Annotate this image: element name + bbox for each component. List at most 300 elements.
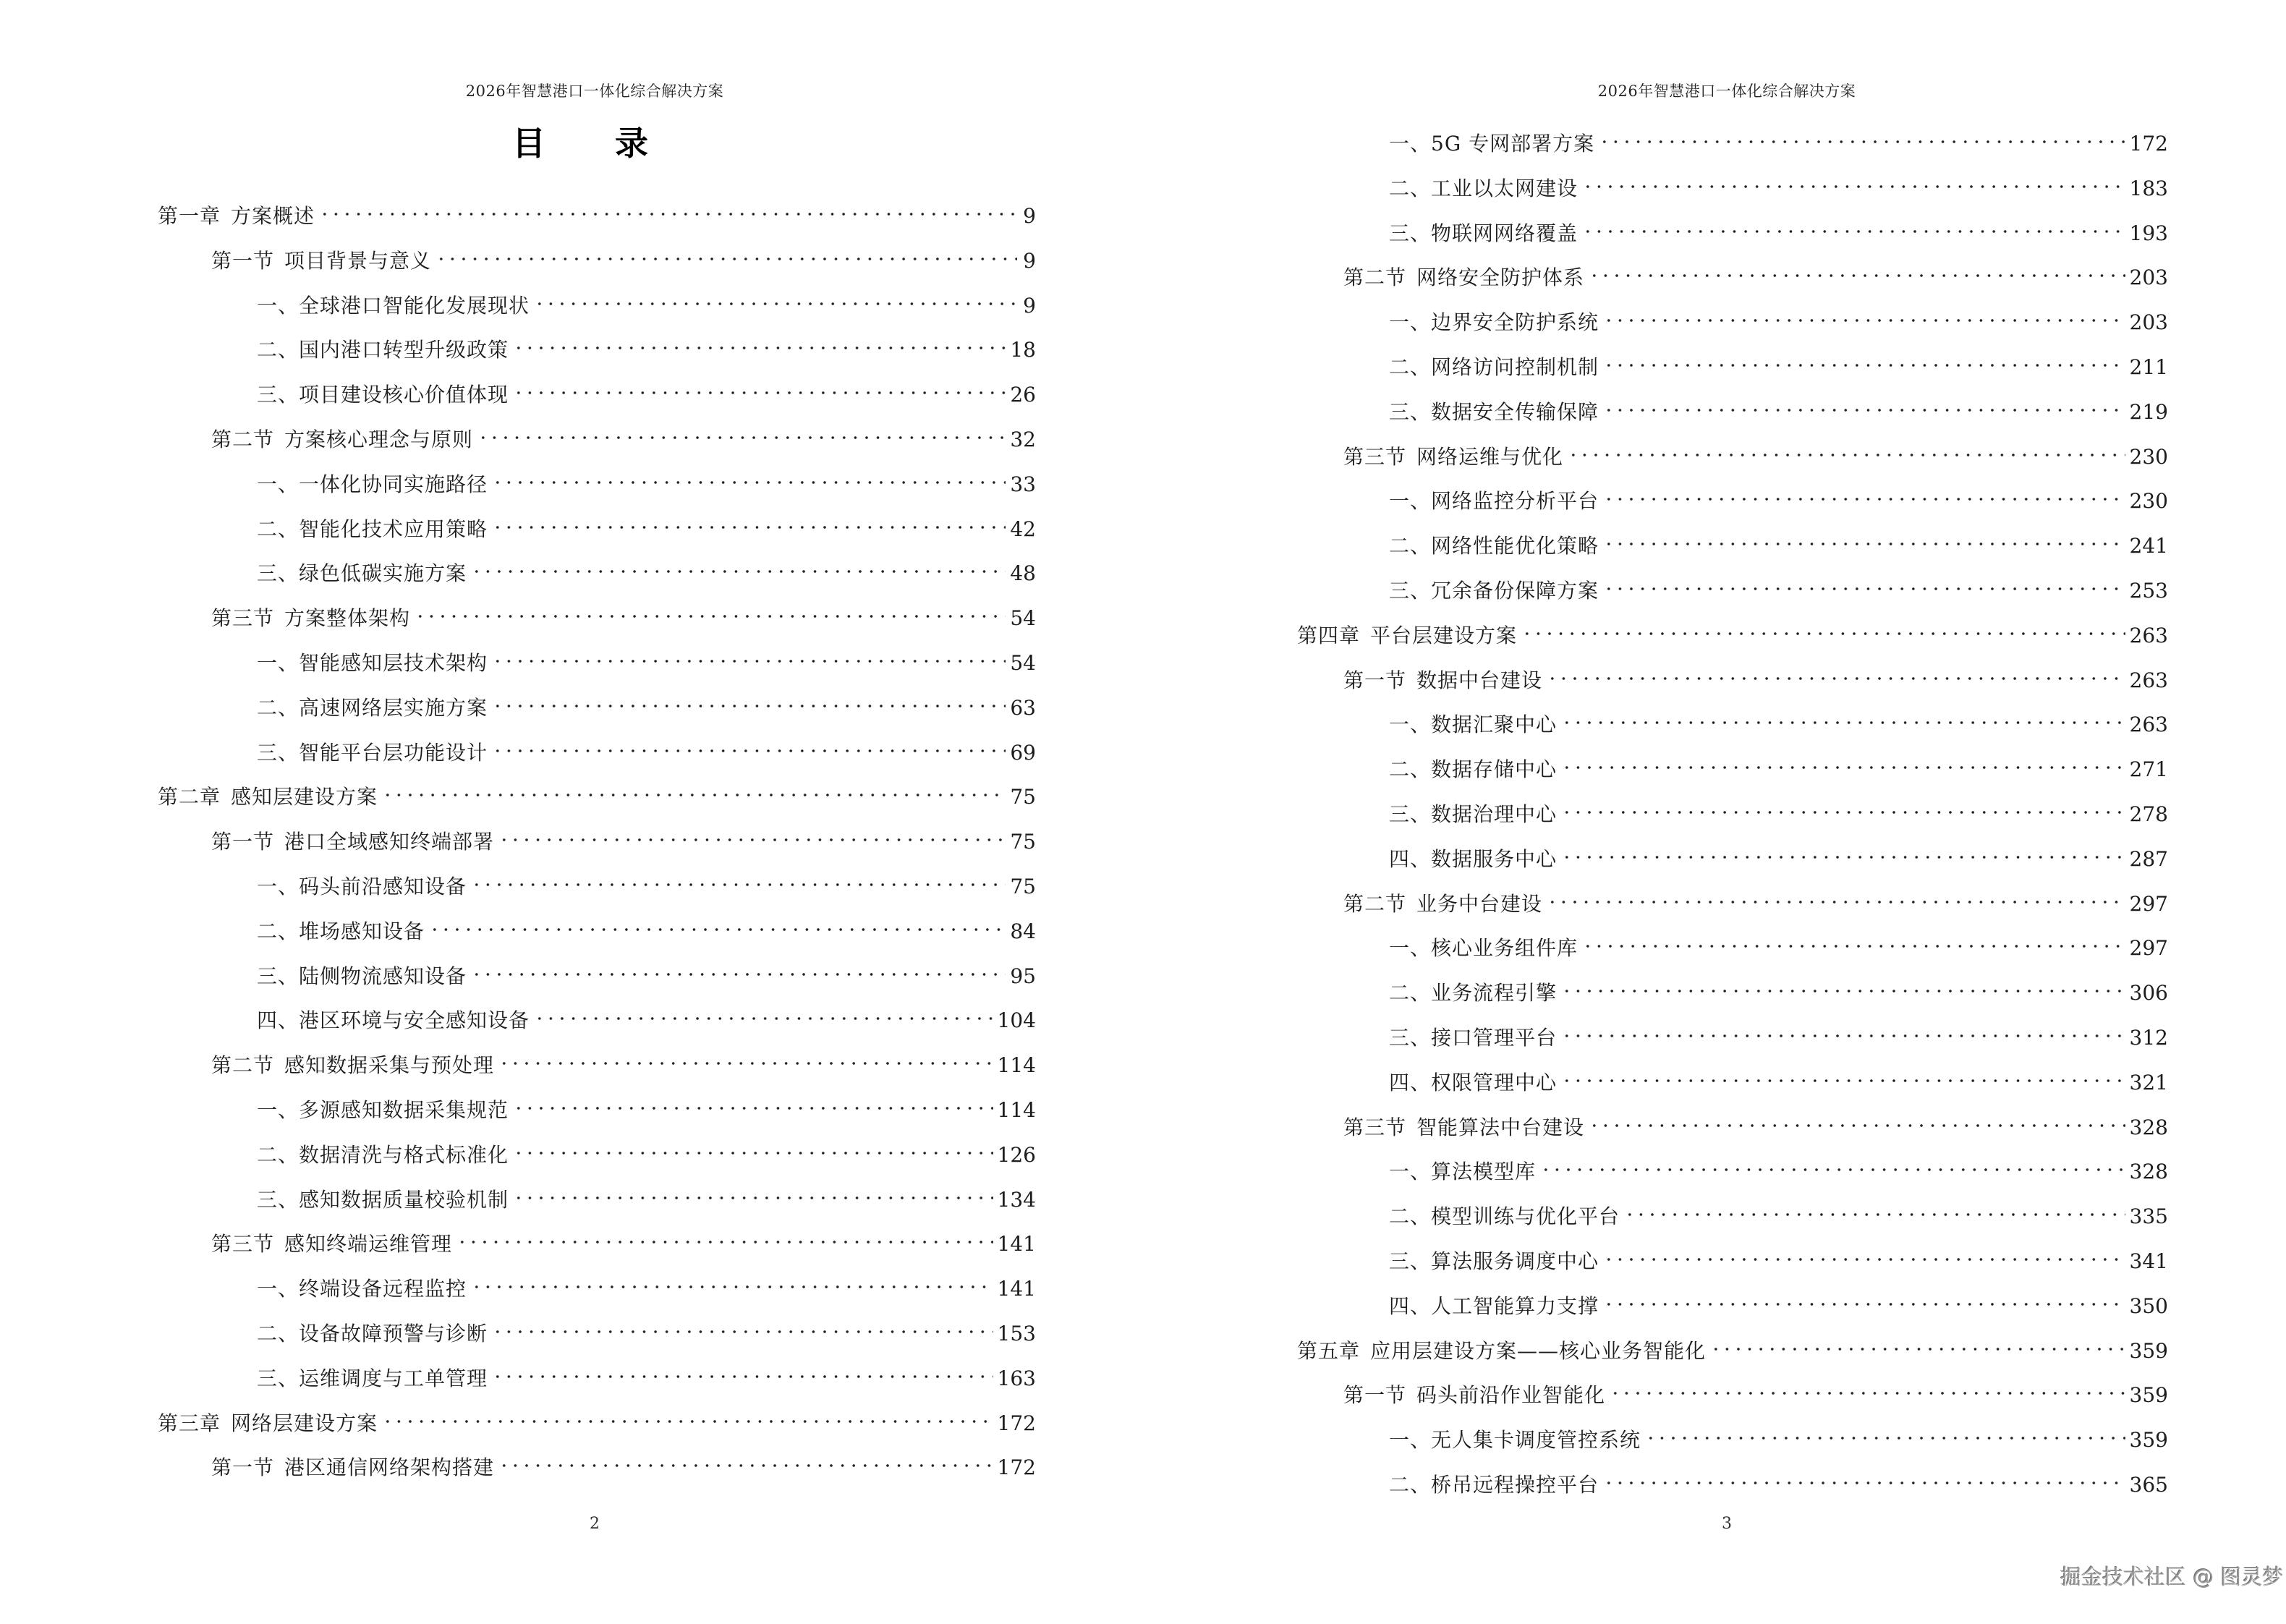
toc-entry-page: 75	[1010, 874, 1036, 898]
toc-entry-page: 297	[2129, 891, 2168, 916]
toc-entry-label	[1389, 799, 1557, 830]
toc-subsection-entry[interactable]	[1132, 1461, 2168, 1506]
toc-entry-page: 75	[1010, 785, 1036, 809]
toc-entry-title: 设备故障预警与诊断	[299, 1321, 488, 1345]
toc-entry-title: 物联网网络覆盖	[1431, 221, 1578, 245]
toc-subsection-entry[interactable]	[1132, 746, 2168, 791]
toc-entry-number: 二、	[257, 695, 299, 720]
toc-entry-page: 219	[2129, 399, 2168, 424]
toc-entry-page: 114	[997, 1097, 1036, 1122]
toc-entry-number: 第一节	[211, 1455, 275, 1480]
toc-entry-label	[211, 1229, 452, 1259]
toc-entry-page: 141	[997, 1232, 1036, 1257]
dot-leader	[1603, 1238, 2125, 1268]
watermark: 掘金技术社区 @ 图灵梦	[2060, 1565, 2284, 1589]
toc-entry-label	[1389, 1157, 1536, 1187]
toc-entry-title: 应用层建设方案——核心业务智能化	[1370, 1338, 1707, 1363]
dot-leader	[1589, 1104, 2125, 1134]
toc-section-entry[interactable]	[1132, 657, 2168, 702]
toc-entry-number: 三、	[257, 740, 299, 765]
toc-entry-number: 一、	[1389, 936, 1432, 961]
toc-entry-page: 359	[2129, 1383, 2168, 1408]
toc-entry-page: 33	[1010, 472, 1036, 496]
toc-entry-number: 一、	[257, 874, 299, 898]
toc-subsection-entry[interactable]	[1132, 1193, 2168, 1238]
dot-leader	[1561, 836, 2125, 866]
dot-leader	[1561, 701, 2125, 731]
toc-entry-page: 63	[1010, 695, 1036, 720]
toc-entry-label	[257, 961, 467, 992]
toc-entry-title: 港区环境与安全感知设备	[299, 1008, 530, 1033]
toc-chapter-entry[interactable]	[0, 1400, 1036, 1445]
toc-entry-title: 核心业务组件库	[1431, 936, 1578, 961]
toc-entry-number: 一、	[1389, 310, 1432, 335]
toc-entry-page: 297	[2129, 936, 2168, 961]
toc-entry-number: 三、	[1389, 1025, 1432, 1050]
toc-subsection-entry[interactable]	[1132, 791, 2168, 836]
toc-subsection-entry[interactable]	[0, 371, 1036, 416]
toc-subsection-entry[interactable]	[0, 461, 1036, 506]
toc-entry-label	[1389, 307, 1599, 338]
toc-entry-number: 三、	[1389, 802, 1432, 826]
toc-entry-number: 第二章	[158, 785, 221, 809]
toc-entry-title: 数据存储中心	[1431, 757, 1558, 782]
toc-section-entry[interactable]	[0, 237, 1036, 282]
toc-entry-page: 287	[2129, 846, 2168, 871]
toc-entry-number: 二、	[1389, 757, 1432, 782]
dot-leader	[498, 818, 1006, 849]
dot-leader	[1610, 1372, 2125, 1402]
toc-entry-label	[1343, 442, 1563, 472]
toc-entry-number: 一、	[1389, 713, 1432, 737]
toc-subsection-entry[interactable]	[0, 326, 1036, 371]
toc-entry-label	[257, 1095, 509, 1126]
dot-leader	[471, 863, 1006, 893]
toc-entry-page: 104	[997, 1008, 1036, 1033]
toc-entry-title: 桥吊远程操控平台	[1431, 1472, 1599, 1497]
toc-chapter-entry[interactable]	[1132, 1327, 2168, 1372]
toc-entry-page: 172	[997, 1411, 1036, 1435]
toc-entry-label	[257, 291, 530, 321]
toc-subsection-entry[interactable]	[0, 506, 1036, 550]
toc-entry-number: 第一节	[1343, 1383, 1407, 1408]
toc-subsection-entry[interactable]	[0, 684, 1036, 729]
toc-entry-label	[1389, 352, 1599, 383]
toc-entry-title: 网络性能优化策略	[1431, 534, 1599, 558]
toc-subsection-entry[interactable]	[1132, 969, 2168, 1014]
toc-entry-label	[158, 1408, 378, 1439]
toc-entry-label	[257, 1319, 488, 1349]
toc-subsection-entry[interactable]	[0, 1355, 1036, 1400]
toc-subsection-entry[interactable]	[1132, 477, 2168, 522]
toc-entry-number: 一、	[257, 1277, 299, 1301]
dot-leader	[1603, 299, 2125, 329]
toc-entry-title: 感知数据质量校验机制	[299, 1187, 509, 1212]
toc-entry-number: 二、	[1389, 354, 1432, 379]
dot-leader	[1547, 880, 2125, 911]
dot-leader	[534, 997, 993, 1027]
toc-entry-label	[1389, 1202, 1620, 1232]
toc-entry-page: 163	[997, 1366, 1036, 1390]
toc-section-entry[interactable]	[0, 416, 1036, 461]
toc-entry-label	[257, 335, 509, 365]
toc-entry-label	[1389, 576, 1599, 606]
toc-entry-label	[257, 1364, 488, 1394]
toc-entry-page: 263	[2129, 668, 2168, 692]
dot-leader	[382, 1400, 993, 1430]
toc-subsection-entry[interactable]	[0, 639, 1036, 684]
toc-entry-label	[1389, 1425, 1641, 1455]
dot-leader	[435, 237, 1017, 268]
toc-entry-number: 第二节	[211, 1053, 275, 1078]
toc-entry-number: 一、	[1389, 1428, 1432, 1453]
toc-title: 目 录	[511, 124, 677, 163]
toc-entry-page: 75	[1010, 830, 1036, 854]
toc-entry-page: 306	[2129, 981, 2168, 1006]
toc-entry-label	[257, 514, 488, 545]
toc-subsection-entry[interactable]	[0, 729, 1036, 774]
dot-leader	[1561, 1059, 2125, 1089]
toc-entry-number: 一、	[1389, 1160, 1432, 1184]
toc-entry-page: 203	[2129, 310, 2168, 335]
toc-section-entry[interactable]	[1132, 1104, 2168, 1149]
toc-chapter-entry[interactable]	[0, 192, 1036, 237]
toc-entry-title: 高速网络层实施方案	[299, 695, 488, 720]
toc-entry-title: 网络监控分析平台	[1431, 489, 1599, 514]
toc-entry-number: 第三节	[211, 606, 275, 631]
toc-subsection-entry[interactable]	[1132, 165, 2168, 210]
dot-leader	[471, 550, 1006, 580]
toc-entry-number: 三、	[1389, 578, 1432, 603]
toc-subsection-entry[interactable]	[1132, 924, 2168, 969]
toc-entry-title: 冗余备份保障方案	[1431, 578, 1599, 603]
toc-subsection-entry[interactable]	[1132, 1283, 2168, 1327]
toc-entry-title: 数据治理中心	[1431, 802, 1558, 826]
dot-leader	[1603, 522, 2125, 553]
toc-entry-label	[1389, 754, 1557, 785]
dot-leader	[492, 1310, 993, 1340]
toc-entry-title: 运维调度与工单管理	[299, 1366, 488, 1390]
toc-entry-number: 二、	[257, 1321, 299, 1345]
running-header: 2026年智慧港口一体化综合解决方案	[1597, 82, 1856, 100]
toc-entry-label	[1389, 978, 1557, 1008]
dot-leader	[492, 1355, 993, 1385]
toc-entry-page: 335	[2129, 1204, 2168, 1229]
dot-leader	[1599, 120, 2125, 150]
toc-entry-title: 感知数据采集与预处理	[284, 1053, 495, 1078]
toc-subsection-entry[interactable]	[0, 863, 1036, 908]
dot-leader	[492, 506, 1006, 536]
toc-entry-title: 方案核心理念与原则	[284, 427, 474, 451]
toc-entry-label	[257, 917, 425, 947]
toc-entry-label	[211, 246, 431, 276]
toc-subsection-entry[interactable]	[1132, 522, 2168, 567]
toc-entry-label	[211, 425, 473, 455]
toc-section-entry[interactable]	[1132, 1372, 2168, 1416]
toc-entry-number: 四、	[1389, 1070, 1432, 1094]
toc-entry-label	[257, 1006, 530, 1036]
toc-entry-label	[1389, 710, 1557, 740]
dot-leader	[471, 953, 1006, 983]
toc-entry-page: 134	[997, 1187, 1036, 1212]
toc-entry-number: 二、	[1389, 534, 1432, 558]
dot-leader	[513, 326, 1006, 357]
toc-entry-page: 9	[1023, 204, 1036, 228]
toc-entry-title: 项目建设核心价值体现	[299, 383, 509, 407]
toc-entry-number: 一、	[257, 472, 299, 496]
toc-entry-title: 项目背景与意义	[284, 248, 432, 273]
toc-entry-title: 无人集卡调度管控系统	[1431, 1428, 1641, 1453]
toc-subsection-entry[interactable]	[0, 908, 1036, 953]
toc-entry-page: 203	[2129, 265, 2168, 290]
toc-entry-number: 二、	[1389, 1204, 1432, 1229]
toc-subsection-entry[interactable]	[1132, 120, 2168, 165]
toc-subsection-entry[interactable]	[1132, 210, 2168, 255]
toc-entry-number: 二、	[1389, 981, 1432, 1006]
dot-leader	[456, 1220, 993, 1251]
dot-leader	[513, 1131, 993, 1162]
toc-entry-page: 26	[1010, 383, 1036, 407]
dot-leader	[1603, 344, 2125, 374]
toc-entry-label	[1343, 1113, 1584, 1143]
toc-entry-number: 三、	[257, 1366, 299, 1390]
toc-entry-label	[1389, 933, 1578, 964]
toc-subsection-entry[interactable]	[1132, 1416, 2168, 1461]
toc-entry-title: 网络访问控制机制	[1431, 354, 1599, 379]
toc-entry-title: 网络运维与优化	[1416, 444, 1564, 469]
toc-entry-number: 第二节	[1343, 891, 1407, 916]
dot-leader	[1710, 1327, 2125, 1358]
toc-subsection-entry[interactable]	[0, 282, 1036, 327]
toc-entry-page: 32	[1010, 427, 1036, 451]
toc-entry-page: 126	[997, 1142, 1036, 1167]
toc-entry-page: 241	[2129, 534, 2168, 558]
toc-entry-title: 模型训练与优化平台	[1431, 1204, 1620, 1229]
toc-entry-label	[257, 738, 488, 768]
dot-leader	[498, 1444, 993, 1474]
toc-section-entry[interactable]	[1132, 254, 2168, 299]
toc-entry-label	[1389, 1023, 1557, 1053]
toc-entry-title: 工业以太网建设	[1431, 176, 1578, 200]
toc-entry-number: 四、	[257, 1008, 299, 1033]
toc-entry-label	[1297, 1336, 1706, 1366]
toc-entry-number: 四、	[1389, 846, 1432, 871]
toc-entry-page: 153	[997, 1321, 1036, 1345]
toc-entry-page: 18	[1010, 338, 1036, 362]
toc-entry-number: 一、	[257, 650, 299, 675]
toc-subsection-entry[interactable]	[0, 1176, 1036, 1221]
toc-entry-number: 二、	[257, 1142, 299, 1167]
toc-entry-page: 230	[2129, 489, 2168, 514]
toc-entry-number: 第一节	[1343, 668, 1407, 692]
toc-subsection-entry[interactable]	[1132, 567, 2168, 612]
toc-entry-title: 终端设备远程监控	[299, 1277, 467, 1301]
toc-entry-page: 114	[997, 1053, 1036, 1078]
dot-leader	[1603, 1461, 2125, 1492]
dot-leader	[1603, 477, 2125, 508]
dot-leader	[1561, 791, 2125, 821]
toc-entry-label	[257, 380, 509, 410]
toc-entry-title: 人工智能算力支撑	[1431, 1293, 1599, 1318]
dot-leader	[513, 1087, 993, 1117]
toc-entry-page: 193	[2129, 221, 2168, 245]
toc-chapter-entry[interactable]	[0, 773, 1036, 818]
toc-entry-number: 二、	[257, 516, 299, 541]
dot-leader	[492, 639, 1006, 670]
toc-section-entry[interactable]	[0, 1220, 1036, 1265]
toc-subsection-entry[interactable]	[0, 1265, 1036, 1310]
toc-entry-title: 绿色低碳实施方案	[299, 561, 467, 586]
toc-list	[1132, 120, 2168, 1506]
toc-entry-number: 三、	[1389, 1249, 1432, 1273]
toc-entry-title: 码头前沿作业智能化	[1416, 1383, 1606, 1408]
toc-entry-page: 350	[2129, 1293, 2168, 1318]
toc-entry-number: 三、	[257, 964, 299, 988]
toc-entry-page: 48	[1010, 561, 1036, 586]
toc-entry-number: 第二节	[1343, 265, 1407, 290]
toc-entry-number: 第一节	[211, 830, 275, 854]
toc-entry-label	[211, 1050, 494, 1081]
dot-leader	[1603, 567, 2125, 598]
toc-subsection-entry[interactable]	[1132, 344, 2168, 388]
dot-leader	[513, 371, 1006, 401]
toc-subsection-entry[interactable]	[1132, 1148, 2168, 1193]
toc-entry-number: 第二节	[211, 427, 275, 451]
toc-list	[0, 192, 1036, 1489]
toc-entry-page: 312	[2129, 1025, 2168, 1050]
toc-entry-page: 183	[2129, 176, 2168, 200]
toc-subsection-entry[interactable]	[0, 550, 1036, 595]
toc-entry-page: 9	[1023, 293, 1036, 318]
toc-entry-number: 一、	[257, 293, 299, 318]
toc-entry-title: 5G 专网部署方案	[1431, 132, 1595, 156]
toc-entry-page: 359	[2129, 1428, 2168, 1453]
dot-leader	[429, 908, 1006, 938]
toc-section-entry[interactable]	[0, 1042, 1036, 1087]
toc-entry-title: 多源感知数据采集规范	[299, 1097, 509, 1122]
toc-chapter-entry[interactable]	[1132, 612, 2168, 657]
toc-entry-label	[1389, 174, 1578, 204]
dot-leader	[513, 1176, 993, 1207]
toc-entry-page: 54	[1010, 650, 1036, 675]
toc-entry-number: 第一章	[158, 204, 221, 228]
toc-section-entry[interactable]	[1132, 880, 2168, 925]
toc-entry-number: 二、	[1389, 176, 1432, 200]
dot-leader	[492, 684, 1006, 715]
toc-entry-page: 365	[2129, 1472, 2168, 1497]
toc-entry-number: 二、	[257, 919, 299, 943]
toc-subsection-entry[interactable]	[1132, 388, 2168, 433]
toc-entry-number: 三、	[257, 1187, 299, 1212]
toc-entry-title: 业务流程引擎	[1431, 981, 1558, 1006]
toc-entry-title: 感知终端运维管理	[284, 1232, 453, 1257]
dot-leader	[1561, 1014, 2125, 1045]
toc-entry-label	[257, 1274, 467, 1304]
toc-entry-title: 权限管理中心	[1431, 1070, 1558, 1094]
dot-leader	[477, 416, 1006, 446]
toc-entry-page: 84	[1010, 919, 1036, 943]
toc-subsection-entry[interactable]	[0, 1310, 1036, 1355]
dot-leader	[382, 773, 1006, 804]
toc-entry-page: 54	[1010, 606, 1036, 631]
dot-leader	[534, 282, 1017, 313]
toc-entry-page: 278	[2129, 802, 2168, 826]
toc-entry-title: 智能化技术应用策略	[299, 516, 488, 541]
toc-entry-title: 智能感知层技术架构	[299, 650, 488, 675]
toc-page-left	[0, 0, 1129, 1624]
toc-entry-title: 数据清洗与格式标准化	[299, 1142, 509, 1167]
toc-entry-title: 算法服务调度中心	[1431, 1249, 1599, 1273]
toc-entry-label	[1343, 666, 1542, 696]
toc-entry-title: 智能平台层功能设计	[299, 740, 488, 765]
toc-entry-title: 平台层建设方案	[1370, 623, 1518, 647]
toc-entry-page: 271	[2129, 757, 2168, 782]
toc-entry-number: 第一节	[211, 248, 275, 273]
toc-entry-number: 一、	[1389, 132, 1432, 156]
toc-entry-number: 一、	[257, 1097, 299, 1122]
toc-entry-label	[158, 782, 378, 812]
toc-entry-title: 一体化协同实施路径	[299, 472, 488, 496]
toc-subsection-entry[interactable]	[1132, 1059, 2168, 1104]
toc-entry-page: 263	[2129, 713, 2168, 737]
toc-subsection-entry[interactable]	[0, 997, 1036, 1042]
toc-entry-number: 第三节	[1343, 444, 1407, 469]
toc-entry-title: 港口全域感知终端部署	[284, 830, 495, 854]
toc-section-entry[interactable]	[1132, 433, 2168, 478]
dot-leader	[492, 729, 1006, 760]
dot-leader	[1540, 1148, 2125, 1178]
toc-entry-number: 第三节	[1343, 1115, 1407, 1139]
toc-entry-title: 数据服务中心	[1431, 846, 1558, 871]
toc-entry-number: 第三章	[158, 1411, 221, 1435]
dot-leader	[1589, 254, 2125, 284]
toc-section-entry[interactable]	[0, 818, 1036, 863]
toc-entry-label	[1389, 1068, 1557, 1098]
toc-entry-number: 三、	[1389, 221, 1432, 245]
toc-entry-number: 三、	[1389, 399, 1432, 424]
toc-entry-label	[257, 469, 488, 500]
toc-entry-title: 数据汇聚中心	[1431, 713, 1558, 737]
toc-entry-label	[211, 603, 410, 634]
toc-subsection-entry[interactable]	[1132, 701, 2168, 746]
toc-section-entry[interactable]	[0, 595, 1036, 639]
toc-entry-label	[1389, 397, 1599, 428]
toc-entry-page: 172	[2129, 132, 2168, 156]
dot-leader	[471, 1265, 993, 1296]
toc-section-entry[interactable]	[0, 1444, 1036, 1489]
dot-leader	[1645, 1416, 2125, 1447]
toc-entry-number: 四、	[1389, 1293, 1432, 1318]
toc-subsection-entry[interactable]	[1132, 299, 2168, 344]
toc-subsection-entry[interactable]	[1132, 1014, 2168, 1059]
toc-entry-page: 341	[2129, 1249, 2168, 1273]
toc-entry-number: 一、	[1389, 489, 1432, 514]
toc-subsection-entry[interactable]	[1132, 1238, 2168, 1283]
toc-entry-page: 42	[1010, 516, 1036, 541]
dot-leader	[1603, 1283, 2125, 1313]
toc-entry-label	[1389, 1291, 1599, 1322]
toc-subsection-entry[interactable]	[0, 1131, 1036, 1176]
toc-subsection-entry[interactable]	[1132, 836, 2168, 880]
toc-entry-label	[1343, 889, 1542, 919]
dot-leader	[1521, 612, 2125, 642]
dot-leader	[319, 192, 1017, 223]
toc-subsection-entry[interactable]	[0, 1087, 1036, 1131]
toc-entry-label	[1389, 486, 1599, 516]
dot-leader	[492, 461, 1006, 491]
toc-subsection-entry[interactable]	[0, 953, 1036, 998]
toc-entry-page: 263	[2129, 623, 2168, 647]
